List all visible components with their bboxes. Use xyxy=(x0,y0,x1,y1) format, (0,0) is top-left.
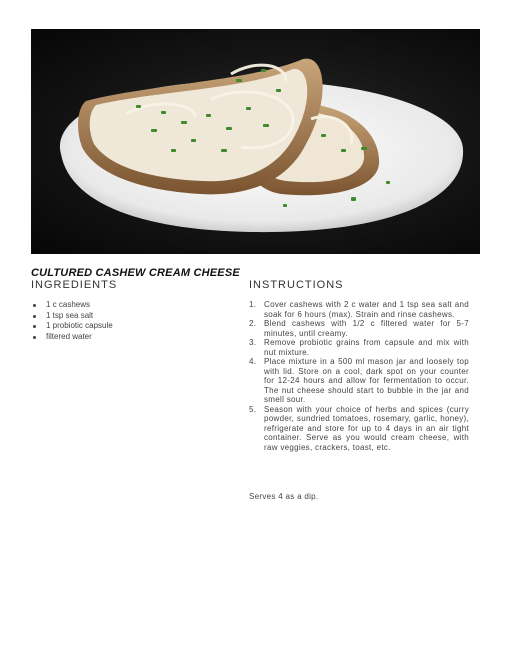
ingredients-list xyxy=(31,300,113,342)
ingredient-item: filtered water xyxy=(31,332,113,343)
instruction-step xyxy=(249,357,469,405)
instruction-step xyxy=(249,405,469,453)
step-text: Cover cashews with 2 c water and 1 tsp sea salt and soak for 6 hours (max). Strain and rinse cashews. xyxy=(264,300,469,319)
ingredient-item: 1 tsp sea salt xyxy=(31,311,113,322)
step-text: Blend cashews with 1/2 c filtered water for 5-7 minutes, until creamy. xyxy=(264,319,469,338)
step-number: 1. xyxy=(249,300,257,309)
recipe-photo xyxy=(31,29,480,254)
step-number: 5. xyxy=(249,404,257,414)
step-number: 4. xyxy=(249,357,257,366)
ingredient-item: 1 probiotic capsule xyxy=(31,321,113,332)
step-number: 3. xyxy=(249,338,257,347)
instruction-step xyxy=(249,319,469,338)
ingredients-heading: INGREDIENTS xyxy=(31,279,118,291)
serves-note: Serves 4 as a dip. xyxy=(249,492,319,501)
instructions-heading: INSTRUCTIONS xyxy=(249,279,344,291)
toast-plate-illustration xyxy=(31,29,480,254)
ingredient-item: 1 c cashews xyxy=(31,300,113,311)
step-text: Remove probiotic grains from capsule and mix with nut mixture. xyxy=(264,338,469,357)
instruction-step xyxy=(249,338,469,357)
recipe-title: CULTURED CASHEW CREAM CHEESE xyxy=(31,267,240,279)
step-text: Season with your choice of herbs and spices (curry powder, sundried tomatoes, rosemary, garlic, honey), refrigerate and store for up to 4 days in an air tight container. Serve as you would cream cheese, with raw veggies, crackers, toast, etc. xyxy=(264,404,469,452)
step-text: Place mixture in a 500 ml mason jar and loosely top with lid. Store on a cool, dark spot on your counter for 12-24 hours and allow for fermentation to occur. The nut cheese should start to bubble in the jar and smell sour. xyxy=(264,357,469,404)
instructions-list xyxy=(249,300,469,452)
step-number: 2. xyxy=(249,319,257,328)
instruction-step xyxy=(249,300,469,319)
